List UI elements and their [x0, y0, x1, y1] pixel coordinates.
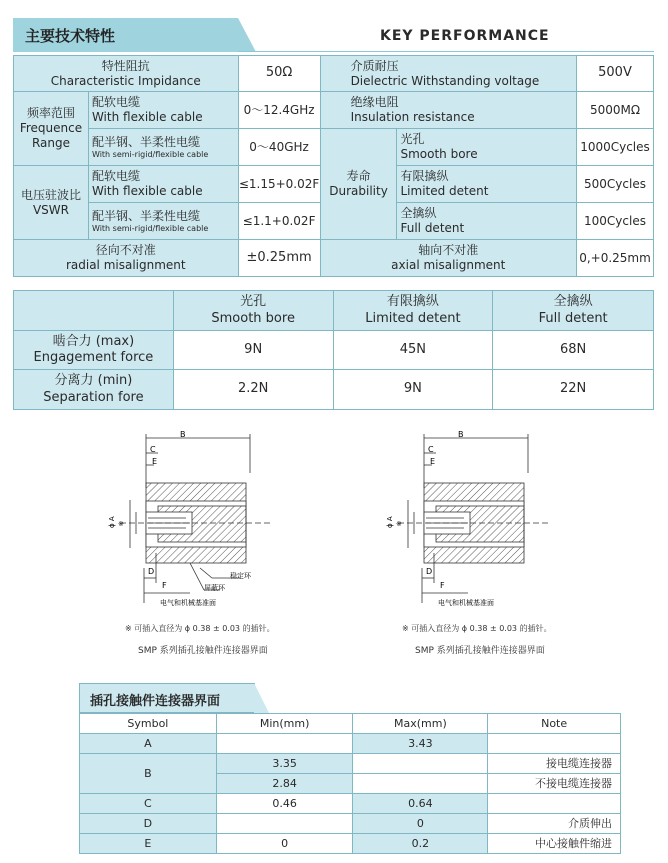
sb-label-en: Smooth bore [400, 147, 478, 161]
force-col-cn: 有限擒纵 [386, 294, 439, 310]
force-row-cn: 啮合力 (max) [52, 333, 135, 349]
iface-min: 3.35 [216, 754, 353, 774]
iface-min: 0 [216, 834, 353, 854]
impedance-label-en: Characteristic Impidance [50, 73, 201, 88]
label-ring: 稳定环 [230, 572, 251, 580]
dwv-label-cn: 介质耐压 [350, 58, 399, 73]
dim-label: ϕ A [108, 516, 116, 528]
impedance-label-cn: 特性阻抗 [101, 58, 150, 73]
fd-label-en: Full detent [400, 221, 465, 235]
impedance-value: 50Ω [238, 56, 320, 92]
vswr-flex-cn: 配软电缆 [91, 169, 140, 183]
force-table [13, 290, 654, 410]
iface-max: 0 [353, 814, 488, 834]
sb-value: 1000Cycles [576, 129, 653, 166]
vswr-semi-cn: 配半钢、半柔性电缆 [91, 208, 200, 223]
iface-min: 0.46 [216, 794, 353, 814]
dim-label: C [150, 445, 156, 454]
interface-title: 插孔接触件连接器界面 [90, 694, 221, 709]
connector-drawing-left [100, 428, 290, 606]
force-value: 9N [173, 331, 333, 370]
dim-label: E [152, 457, 158, 466]
dim-label: ※ [118, 520, 124, 528]
radial-label-cn: 径向不对准 [95, 243, 156, 257]
dwv-label-en: Dielectric Withstanding voltage [350, 73, 540, 88]
note-right: ※ 可插入直径为 ϕ 0.38 ± 0.03 的插针。 [402, 624, 552, 633]
iface-max: 0.2 [353, 834, 488, 854]
axial-value: 0,+0.25mm [576, 240, 653, 277]
iface-symbol: B [80, 754, 217, 794]
freq-label-en1: Frequence [19, 121, 83, 135]
dim-label: B [458, 430, 464, 439]
dim-label: F [440, 581, 445, 590]
vswr-label-cn: 电压驻波比 [20, 187, 81, 202]
force-value: 45N [333, 331, 493, 370]
iface-note: 介质伸出 [488, 814, 621, 834]
ld-label-cn: 有限擒纵 [400, 169, 449, 183]
force-col-en: Full detent [538, 310, 608, 326]
iface-header: Max(mm) [353, 714, 488, 734]
section-title-cn: 主要技术特性 [25, 27, 116, 45]
iface-min [216, 734, 353, 754]
dim-label: F [162, 581, 167, 590]
dim-label: D [148, 567, 155, 576]
iface-symbol: C [80, 794, 217, 814]
dim-label: ϕ A [386, 516, 394, 528]
freq-semi-value: 0～40GHz [238, 129, 320, 166]
note-left: ※ 可插入直径为 ϕ 0.38 ± 0.03 的插针。 [125, 624, 275, 633]
force-value: 22N [493, 370, 654, 410]
iface-note [488, 734, 621, 754]
iface-min: 2.84 [216, 774, 353, 794]
iface-symbol: E [80, 834, 217, 854]
force-row-cn: 分离力 (min) [54, 373, 133, 389]
label-shield: 屏蔽环 [204, 584, 225, 592]
force-value: 9N [333, 370, 493, 410]
caption-right: SMP 系列插孔接触件连接器界面 [415, 646, 545, 656]
iface-header: Min(mm) [216, 714, 353, 734]
force-value: 2.2N [173, 370, 333, 410]
iface-min [216, 814, 353, 834]
vswr-semi-value: ≤1.1+0.02F [238, 203, 320, 240]
iface-max: 3.43 [353, 734, 488, 754]
vswr-flex-value: ≤1.15+0.02F [238, 166, 320, 203]
dim-label: C [428, 445, 434, 454]
freq-flex-value: 0～12.4GHz [238, 92, 320, 129]
radial-label-en: radial misalignment [65, 258, 186, 272]
ld-value: 500Cycles [576, 166, 653, 203]
force-col-en: Limited detent [365, 310, 461, 326]
dwv-value: 500V [576, 56, 653, 92]
force-row-en: Separation fore [43, 389, 144, 405]
force-col-cn: 光孔 [240, 294, 267, 310]
connector-drawing-right [378, 428, 568, 606]
radial-value: ±0.25mm [238, 240, 320, 277]
fd-label-cn: 全擒纵 [400, 206, 437, 220]
label-ref: 电气和机械基准面 [438, 599, 494, 606]
performance-table [13, 55, 654, 277]
iface-max [353, 774, 488, 794]
axial-label-cn: 轴向不对准 [418, 243, 479, 257]
dur-label-cn: 寿命 [346, 169, 371, 183]
semi-cable-en: With semi-rigid/flexible cable [91, 149, 209, 159]
iface-header: Symbol [80, 714, 217, 734]
axial-label-en: axial misalignment [391, 258, 506, 272]
vswr-semi-en: With semi-rigid/flexible cable [91, 223, 209, 233]
interface-tab [79, 683, 255, 713]
dur-label-en: Durability [329, 184, 388, 198]
iface-symbol: A [80, 734, 217, 754]
flex-cable-en: With flexible cable [91, 110, 203, 124]
iface-max: 0.64 [353, 794, 488, 814]
dim-label: B [180, 430, 186, 439]
force-value: 68N [493, 331, 654, 370]
vswr-flex-en: With flexible cable [91, 184, 203, 198]
sb-label-cn: 光孔 [400, 132, 425, 146]
iface-symbol: D [80, 814, 217, 834]
semi-cable-cn: 配半钢、半柔性电缆 [91, 134, 200, 149]
ld-label-en: Limited detent [400, 184, 489, 198]
iface-note: 接电缆连接器 [488, 754, 621, 774]
ins-value: 5000MΩ [576, 92, 653, 129]
ins-label-cn: 绝缘电阻 [350, 95, 399, 109]
dim-label: ※ [396, 520, 402, 528]
force-corner [14, 291, 174, 331]
iface-header: Note [488, 714, 621, 734]
dim-label: E [430, 457, 436, 466]
label-ref: 电气和机械基准面 [160, 599, 216, 606]
freq-label-cn: 频率范围 [26, 106, 75, 120]
dim-label: D [426, 567, 433, 576]
iface-note: 不接电缆连接器 [488, 774, 621, 794]
force-col-en: Smooth bore [211, 310, 295, 326]
ins-label-en: Insulation resistance [350, 110, 475, 124]
interface-table [79, 713, 621, 854]
flex-cable-cn: 配软电缆 [91, 95, 140, 109]
section-title-en: KEY PERFORMANCE [380, 28, 550, 44]
header-rule [238, 51, 654, 52]
section-tab [13, 18, 238, 52]
iface-note [488, 794, 621, 814]
iface-max [353, 754, 488, 774]
fd-value: 100Cycles [576, 203, 653, 240]
iface-note: 中心接触件缩进 [488, 834, 621, 854]
force-row-en: Engagement force [33, 350, 154, 365]
force-col-cn: 全擒纵 [553, 294, 593, 310]
caption-left: SMP 系列插孔接触件连接器界面 [138, 646, 268, 656]
freq-label-en2: Range [31, 136, 70, 150]
vswr-label-en: VSWR [32, 202, 69, 217]
